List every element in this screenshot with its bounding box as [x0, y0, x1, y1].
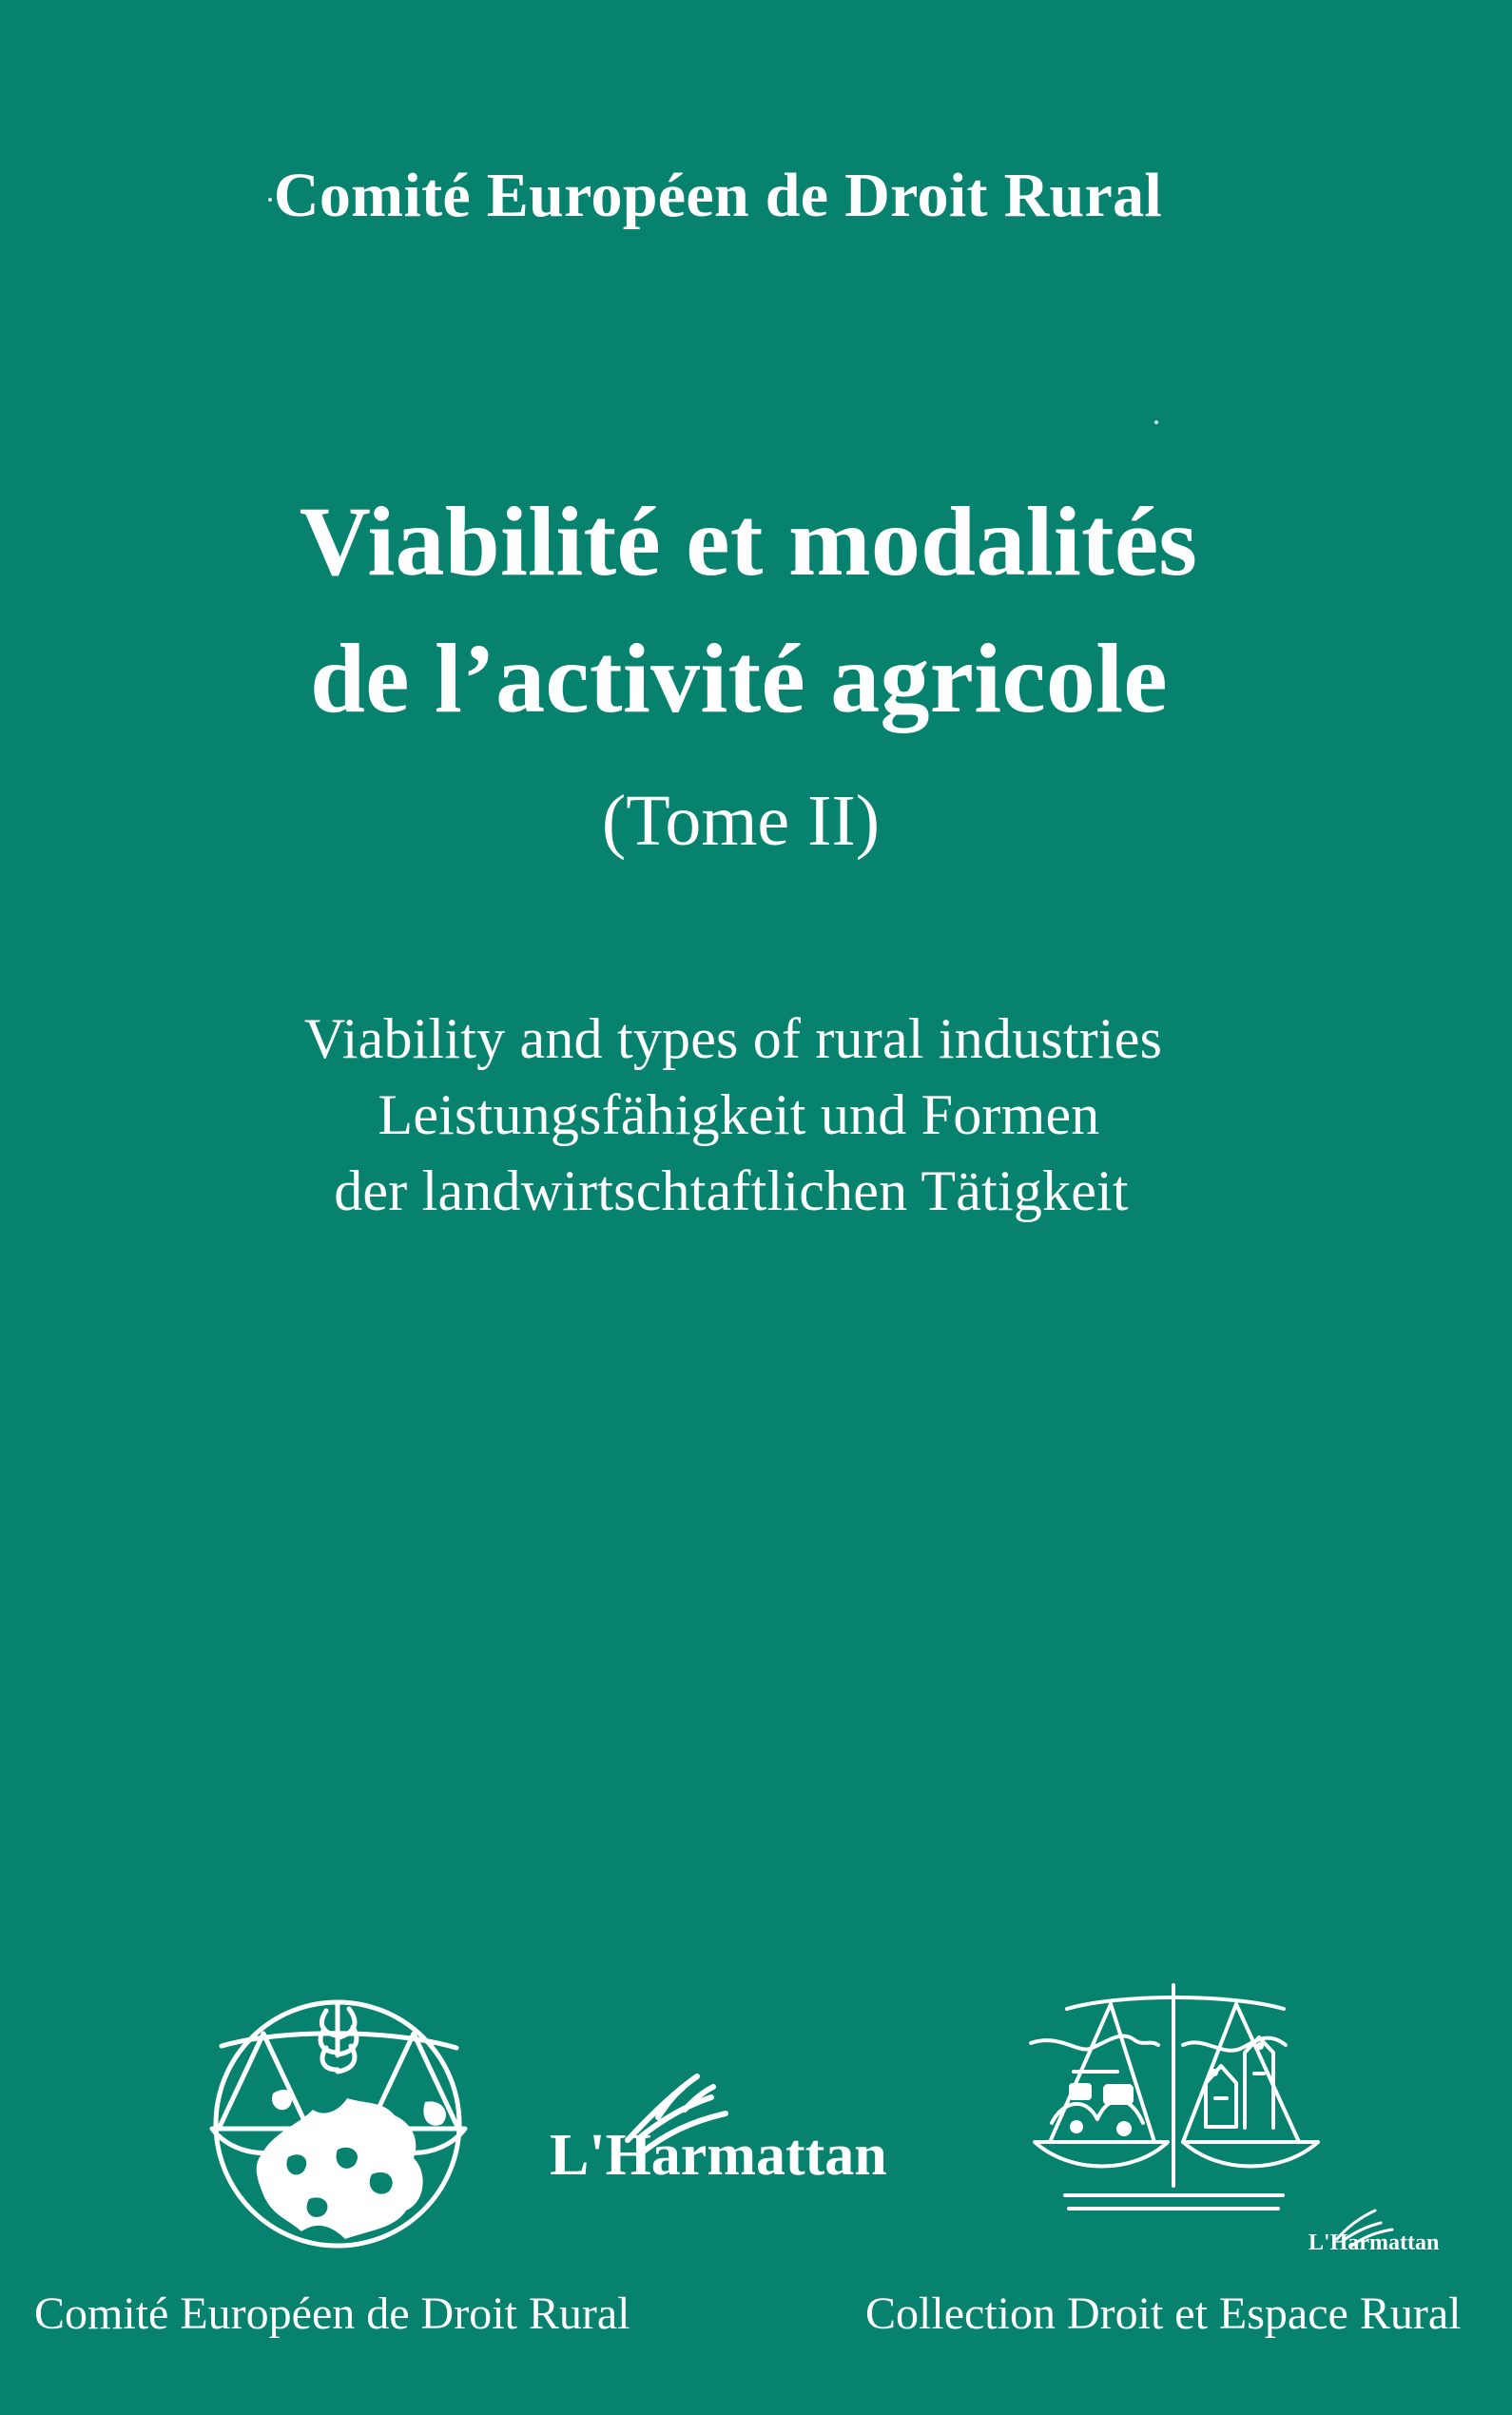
small-publisher-wordmark: L'Harmattan	[1308, 2230, 1440, 2254]
bottom-left-organization: Comité Européen de Droit Rural	[34, 2288, 630, 2339]
lharmattan-logo-icon	[550, 2055, 930, 2197]
publisher-wordmark: L'Harmattan	[550, 2123, 887, 2188]
bottom-right-collection: Collection Droit et Espace Rural	[865, 2288, 1462, 2339]
german-subtitle-line-2: der landwirtschtaftlichen Tätigkeit	[334, 1159, 1129, 1222]
small-lharmattan-logo-icon	[1308, 2207, 1461, 2254]
german-subtitle-line-1: Leistungsfähigkeit und Formen	[378, 1083, 1100, 1146]
justice-scales-europe-map-logo-icon	[195, 1986, 480, 2262]
rural-scales-collection-logo-icon	[1012, 1961, 1335, 2237]
decorative-dot	[1154, 420, 1158, 424]
author-heading: Comité Européen de Droit Rural	[273, 161, 1163, 230]
title-line-2: de l’activité agricole	[310, 624, 1168, 733]
volume-label: (Tome II)	[601, 781, 881, 861]
title-line-1: Viabilité et modalités	[299, 487, 1198, 596]
english-subtitle: Viability and types of rural industries	[303, 1007, 1163, 1070]
